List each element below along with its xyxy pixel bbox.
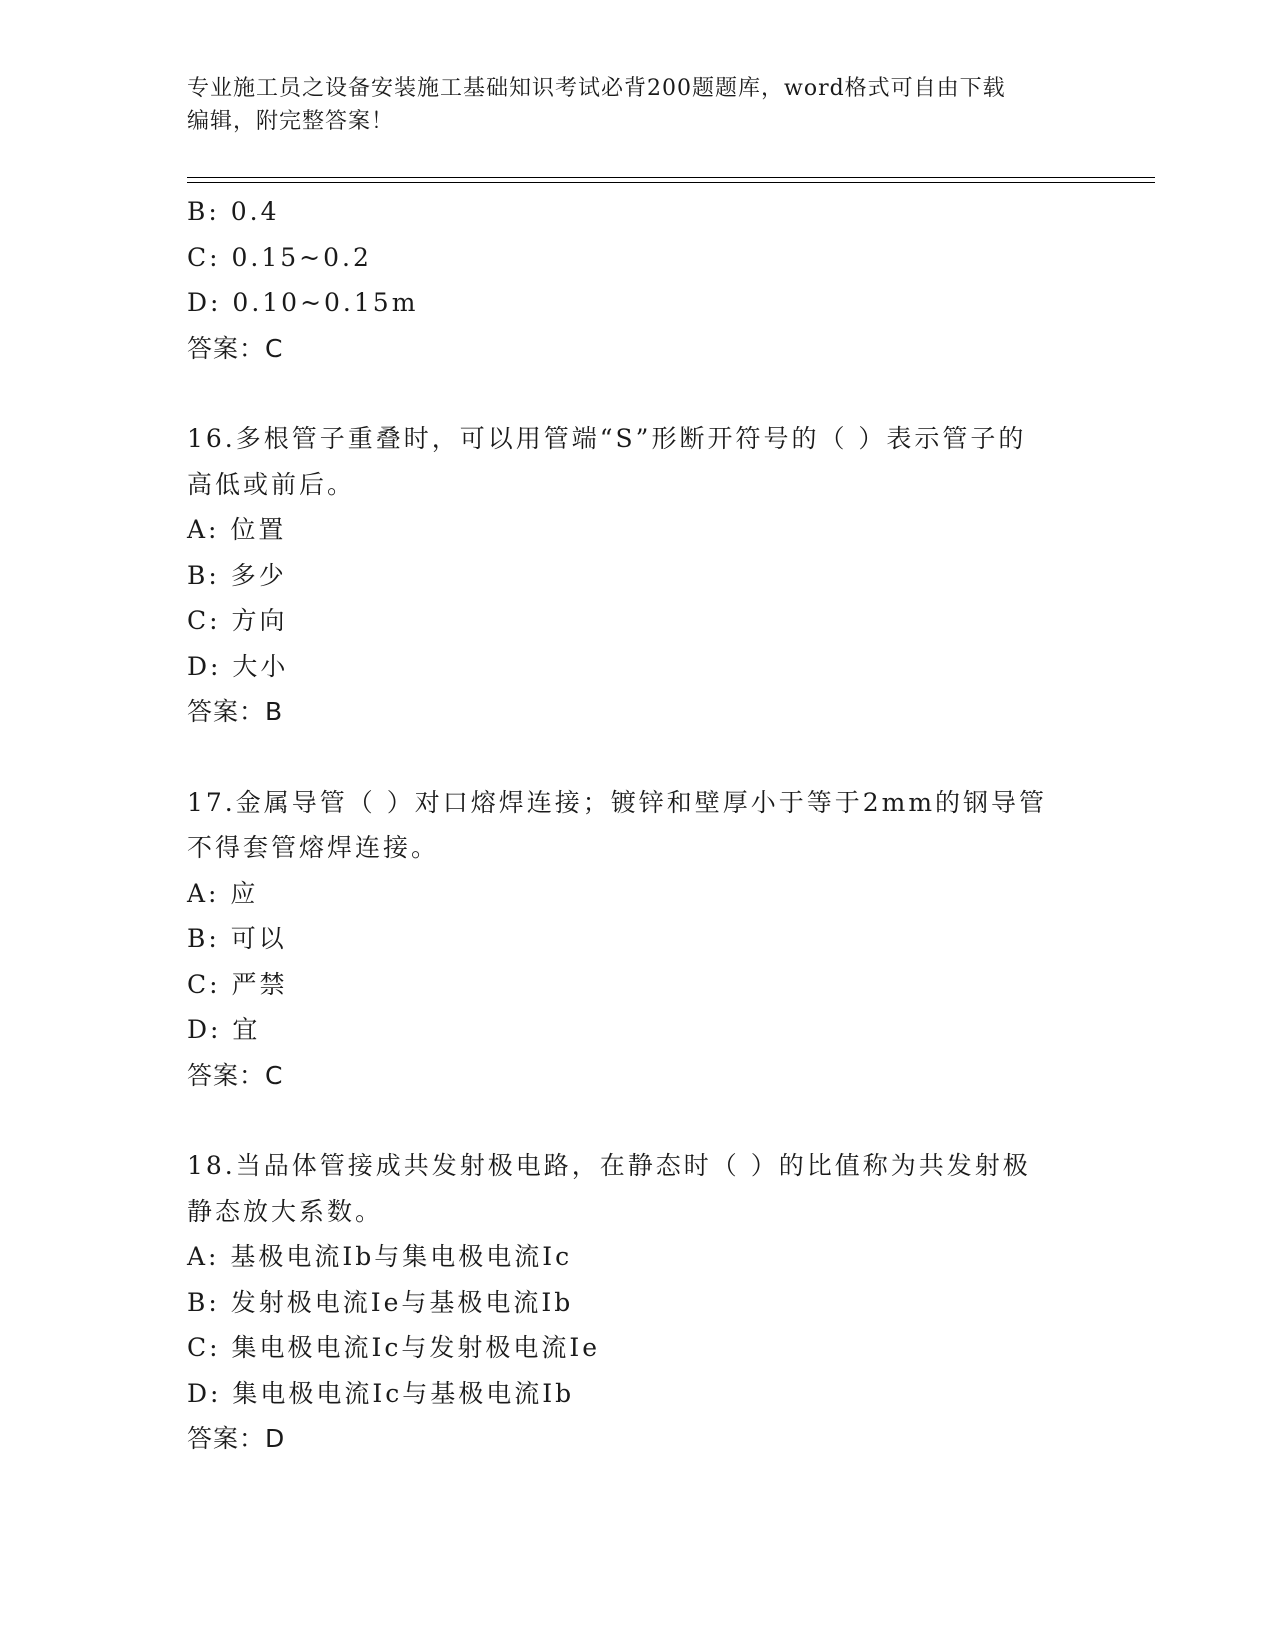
option-a: A: 基极电流Ib与集电极电流Ic bbox=[187, 1242, 573, 1271]
header-divider-bottom bbox=[187, 182, 1155, 183]
answer: 答案：C bbox=[187, 1060, 284, 1090]
option-d: D: 集电极电流Ic与基极电流Ib bbox=[187, 1378, 575, 1408]
answer: 答案：C bbox=[187, 333, 284, 363]
question-stem-line: 18.当品体管接成共发射极电路，在静态时（ ）的比值称为共发射极 bbox=[187, 1151, 1031, 1180]
option-a: A: 位置 bbox=[187, 515, 287, 544]
option-d: D: 大小 bbox=[187, 651, 289, 681]
question-16 bbox=[187, 416, 1087, 735]
answer: 答案：D bbox=[187, 1424, 286, 1453]
option-b: B: 发射极电流Ie与基极电流Ib bbox=[187, 1287, 574, 1317]
question-17 bbox=[187, 780, 1087, 1099]
question-stem-line: 静态放大系数。 bbox=[187, 1196, 384, 1226]
option-c: C: 严禁 bbox=[187, 969, 288, 999]
question-stem-line: 高低或前后。 bbox=[187, 469, 356, 499]
option-d: D: 宜 bbox=[187, 1015, 261, 1044]
question-stem-line: 16.多根管子重叠时，可以用管端“S”形断开符号的（ ）表示管子的 bbox=[187, 424, 1027, 453]
question-content bbox=[187, 189, 1087, 1462]
header-line-1: 专业施工员之设备安装施工基础知识考试必背200题题库，word格式可自由下载 bbox=[187, 76, 1006, 101]
header-divider-top bbox=[187, 177, 1155, 178]
header-line-2: 编辑，附完整答案！ bbox=[187, 109, 395, 134]
option-b: B: 多少 bbox=[187, 560, 287, 590]
question-stem-line: 17.金属导管（ ）对口熔焊连接；镀锌和壁厚小于等于2mm的钢导管 bbox=[187, 787, 1048, 817]
option-c: C: 方向 bbox=[187, 606, 288, 635]
option-c: C: 集电极电流Ic与发射极电流Ie bbox=[187, 1333, 601, 1362]
option-a: A: 应 bbox=[187, 878, 259, 908]
answer: 答案：B bbox=[187, 697, 284, 726]
carryover-question bbox=[187, 189, 1087, 371]
option-b: B: 可以 bbox=[187, 924, 287, 953]
question-18 bbox=[187, 1143, 1087, 1462]
option-c: C: 0.15~0.2 bbox=[187, 242, 372, 272]
option-b: B: 0.4 bbox=[187, 197, 280, 226]
option-d: D: 0.10~0.15m bbox=[187, 288, 419, 317]
question-stem-line: 不得套管熔焊连接。 bbox=[187, 833, 440, 862]
page-header bbox=[187, 72, 1087, 138]
